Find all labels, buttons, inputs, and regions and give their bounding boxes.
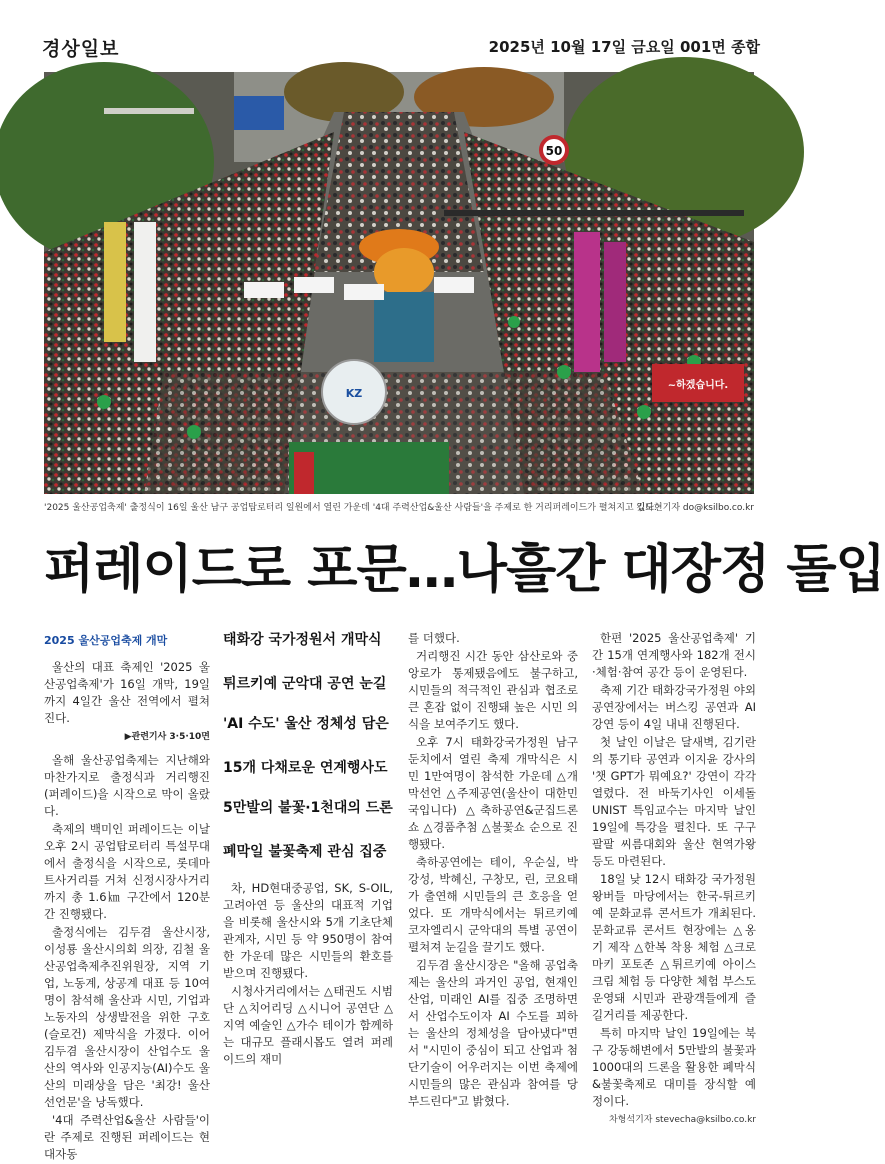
paragraph: 올해 울산공업축제는 지난해와 마찬가지로 출정식과 거리행진(퍼레이드)을 시작으로 막이 올랐다.: [44, 753, 210, 818]
photo-banner-text: ~하겠습니다.: [667, 380, 729, 391]
paragraph: 출정식에는 김두겸 울산시장, 이성룡 울산시의회 의장, 김철 울산공업축제추진위원장, 지역 기업, 노동계, 상공계 대표 등 10여명이 참석해 울산과 시민, 기업과 노동자의 상생발전을 위한 구호(슬로건) 제막식을 가졌다. 이어 김두겸 울산시장이 산업수도 울산의 역사와 인공지능(AI)수도 울산의 미래상을 담은 '최강! 울산 선언문'을 낭독했다.: [44, 925, 210, 1109]
related-articles-ref: ▶관련기사 3·5·10면: [124, 732, 210, 742]
paragraph: 김두겸 울산시장은 "올해 공업축제는 울산의 과거인 공업, 현재인 산업, 미래인 AI를 집중 조명하면서 산업수도이자 AI 수도를 꾀하는 울산의 정체성을 담아냈다"면서 "시민이 중심이 되고 산업과 첨단기술이 어우러지는 이번 축제에 시민들의 많은 관심과 참여를 당부드린다"고 밝혔다.: [408, 958, 578, 1108]
newspaper-masthead: 경상일보: [42, 38, 120, 60]
paragraph: 오후 7시 태화강국가정원 남구둔치에서 열린 축제 개막식은 시민 1만여명이 참석한 가운데 △개막선언 △주제공연(울산이 대한민국입니다) △축하공연&군집드론쇼 △경품추첨 △불꽃쇼 순으로 진행됐다.: [408, 735, 578, 851]
paragraph: 첫 날인 이날은 달새벽, 김기란의 통기타 공연과 이지윤 강사의 '챗 GPT가 뭐예요?' 강연이 각각 열렸다. 전 바둑기사인 이세돌 UNIST 특임교수는 마지막 날인 19일에 특강을 펼친다. 또 구구팔팔 씨름대회와 울산 현역가왕 등도 마련된다.: [592, 735, 756, 868]
issue-dateline: 2025년 10월 17일 금요일 001면 종합: [488, 38, 760, 56]
main-headline: 퍼레이드로 포문…나흘간 대장정 돌입: [44, 540, 885, 600]
paragraph: 한편 '2025 울산공업축제' 기간 15개 연계행사와 182개 전시·체험·참여 공간 등이 운영된다.: [592, 631, 756, 679]
parade-photo: [44, 72, 754, 494]
subheads-block: [223, 630, 393, 886]
subhead: 튀르키예 군악대 공연 눈길: [223, 676, 387, 692]
paragraph: 축하공연에는 테이, 우순실, 박강성, 박혜신, 구창모, 린, 코요태가 출연해 시민들의 큰 호응을 얻었다. 또 개막식에서는 튀르키예 코자엘리시 군악대의 특별 공연이 펼쳐져 눈길을 끌기도 했다.: [408, 855, 578, 954]
paragraph: 축제의 백미인 퍼레이드는 이날 오후 2시 공업탑로터리 특설무대에서 출정식을 시작으로, 롯데마트사거리를 거쳐 신정시장사거리까지 총 1.6㎞ 구간에서 120분간 진행됐다.: [44, 822, 210, 921]
photo-credit: 김도현기자 do@ksilbo.co.kr: [636, 503, 754, 513]
paragraph: 거리행진 시간 동안 삼산로와 중앙로가 통제됐음에도 불구하고, 시민들의 적극적인 관심과 협조로 큰 혼잡 없이 진행돼 높은 시민 의식을 보여주기도 했다.: [408, 649, 578, 731]
speed-limit-sign: 50: [545, 144, 563, 158]
section-label: 2025 울산공업축제 개막: [44, 634, 168, 647]
paragraph: 18일 낮 12시 태화강 국가정원 왕버들 마당에서는 한국-튀르키예 문화교류 콘서트가 개최된다. 문화교류 콘서트 현장에는 △옹기 제작 △한복 착용 체험 △크로마키 포토존 △튀르키예 아이스크림 체험 등 다양한 체험 부스도 운영돼 시민과 관광객들에게 즐길거리를 제공한다.: [592, 872, 756, 1022]
paragraph: 울산의 대표 축제인 '2025 울산공업축제'가 16일 개막, 19일까지 4일간 울산 전역에서 펼쳐진다.: [44, 660, 210, 725]
subhead: 15개 다채로운 연계행사도: [223, 760, 388, 776]
photo-caption: '2025 울산공업축제' 출정식이 16일 울산 남구 공업탑로터리 일원에서 열린 가운데 '4대 주력산업&울산 사람들'을 주제로 한 거리퍼레이드가 펼쳐지고 있다.: [44, 503, 657, 513]
paragraph: 축제 기간 태화강국가정원 야외공연장에서는 버스킹 공연과 AI 강연 등이 4일 내내 진행된다.: [592, 683, 756, 731]
article-column-2: [223, 880, 393, 1069]
paragraph: 차, HD현대중공업, SK, S-OIL, 고려아연 등 울산의 대표적 기업을 비롯해 울산시와 5개 기초단체 관계자, 시민 등 약 950명이 참여한 가운데 많은 시민들의 환호를 받으며 진행됐다.: [223, 881, 393, 980]
article-column-4: [592, 630, 756, 1129]
paragraph: 시청사거리에서는 △태권도 시범단 △치어리딩 △시니어 공연단 △지역 예술인 △가수 테이가 함께하는 대규모 플래시몹도 열려 퍼레이드의 재미: [223, 984, 393, 1066]
subhead: 'AI 수도' 울산 정체성 담은: [223, 716, 389, 732]
parade-photo-illustration: [44, 72, 754, 494]
subhead: 태화강 국가정원서 개막식: [223, 632, 382, 648]
subhead: 폐막일 불꽃축제 관심 집중: [223, 844, 387, 860]
article-column-3: [408, 630, 578, 1111]
paragraph: 를 더했다.: [408, 631, 460, 645]
article-column-1: [44, 634, 210, 1164]
article-byline: 차형석기자 stevecha@ksilbo.co.kr: [608, 1115, 756, 1125]
paragraph: '4대 주력산업&울산 사람들'이란 주제로 진행된 퍼레이드는 현대자동: [44, 1113, 210, 1161]
paragraph: 특히 마지막 날인 19일에는 북구 강동해변에서 5만발의 불꽃과 1000대의 드론을 활용한 폐막식&불꽃축제로 대미를 장식할 예정이다.: [592, 1026, 756, 1108]
subhead: 5만발의 불꽃·1천대의 드론: [223, 800, 393, 816]
float-badge: KZ: [345, 387, 363, 400]
